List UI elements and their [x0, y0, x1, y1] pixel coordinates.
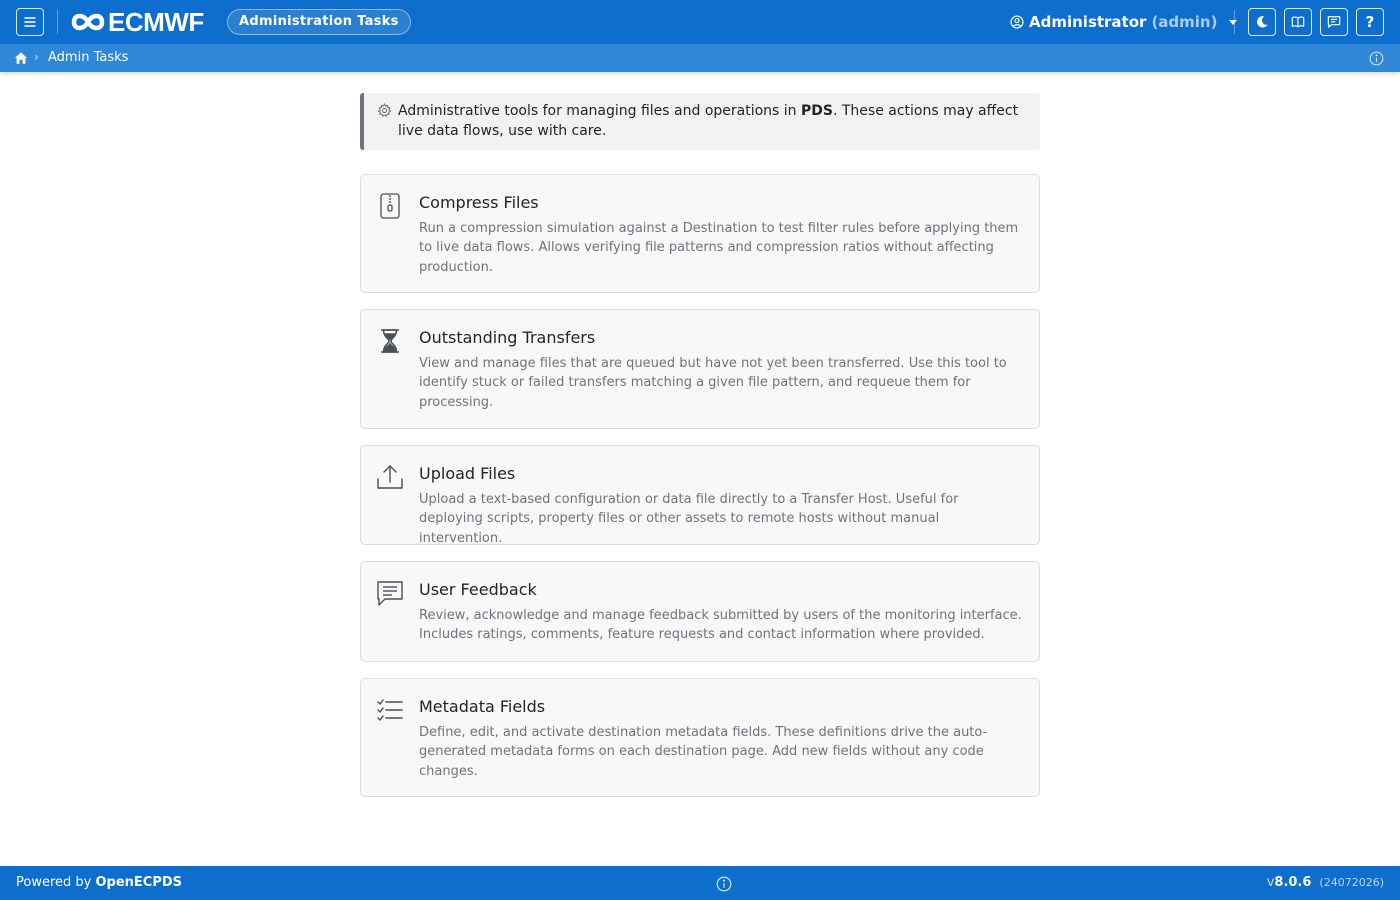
powered-by [16, 875, 182, 890]
task-description: Upload a text-based configuration or data file directly to a Transfer Host. Useful for deploying scripts, property files or other assets to remote hosts without manual intervention. [419, 492, 959, 546]
intro-text-part: . These actions may affect live data flows, use with care. [398, 103, 1019, 139]
intro-text-part: Administrative tools for managing files and operations in [398, 103, 801, 119]
task-title: Outstanding Transfers [419, 328, 596, 347]
breadcrumb-separator: › [34, 50, 39, 64]
version-number: 8.0.6 [1274, 875, 1312, 890]
ecmwf-logo[interactable] [70, 9, 204, 35]
task-card-user-feedback[interactable] [360, 561, 1040, 662]
chat-icon [375, 578, 405, 608]
task-card-outstanding-transfers[interactable] [360, 309, 1040, 429]
version-info [1267, 875, 1384, 890]
task-card-compress-files[interactable] [360, 174, 1040, 293]
version-prefix: v [1266, 875, 1275, 890]
task-description: Define, edit, and activate destination metadata fields. These definitions drive the auto-generated metadata forms on each destination page. Add new fields without any code changes. [419, 725, 988, 779]
header-divider [57, 10, 58, 34]
build-number: (24072026) [1319, 876, 1384, 889]
question-mark-icon: ? [1365, 13, 1375, 31]
intro-text [398, 101, 1032, 141]
user-menu-dropdown[interactable] [1010, 12, 1237, 32]
task-card-metadata-fields[interactable] [360, 678, 1040, 797]
header-divider [1234, 10, 1235, 34]
menu-toggle-button[interactable] [16, 8, 44, 36]
ecmwf-logo-mark-icon [70, 10, 106, 34]
info-icon[interactable] [716, 876, 732, 892]
user-circle-icon [1010, 15, 1024, 29]
chat-icon [1327, 15, 1341, 29]
intro-notice [360, 93, 1040, 150]
powered-by-link[interactable]: OpenECPDS [95, 875, 183, 890]
logo-text: ECMWF [108, 7, 204, 37]
zip-file-icon [375, 191, 405, 221]
user-name: Administrator [1029, 13, 1147, 31]
task-title: User Feedback [419, 580, 537, 599]
info-icon[interactable] [1369, 51, 1384, 66]
hourglass-icon [375, 326, 405, 356]
gear-icon [377, 103, 392, 118]
task-title: Metadata Fields [419, 697, 546, 716]
task-description: Review, acknowledge and manage feedback submitted by users of the monitoring interface. Includes ratings, comments, feature requests and contact information where provided. [419, 608, 1022, 643]
task-description: View and manage files that are queued but have not yet been transferred. Use this tool to identify stuck or failed transfers matching a given file pattern, and requeue them for processing. [419, 356, 1007, 410]
hamburger-icon [22, 14, 38, 30]
book-icon [1291, 15, 1305, 29]
home-icon[interactable] [14, 51, 28, 65]
moon-icon [1255, 15, 1269, 29]
help-button[interactable] [1356, 8, 1384, 36]
theme-toggle-button[interactable] [1248, 8, 1276, 36]
task-title: Upload Files [419, 464, 516, 483]
user-role: (admin) [1151, 13, 1218, 31]
powered-by-prefix: Powered by [16, 875, 96, 890]
task-title: Compress Files [419, 193, 539, 212]
feedback-button[interactable] [1320, 8, 1348, 36]
footer [0, 866, 1400, 900]
breadcrumb-current: Admin Tasks [48, 50, 129, 65]
documentation-button[interactable] [1284, 8, 1312, 36]
page-title-pill: Administration Tasks [227, 9, 411, 35]
top-navbar [0, 0, 1400, 44]
upload-icon [375, 462, 405, 492]
checklist-icon [375, 695, 405, 725]
breadcrumb [0, 44, 1400, 72]
task-card-upload-files[interactable] [360, 445, 1040, 545]
system-name: PDS [801, 103, 833, 119]
task-description: Run a compression simulation against a Destination to test filter rules before applying them to live data flows. Allows verifying file patterns and compression ratios without affecting production. [419, 221, 1019, 275]
